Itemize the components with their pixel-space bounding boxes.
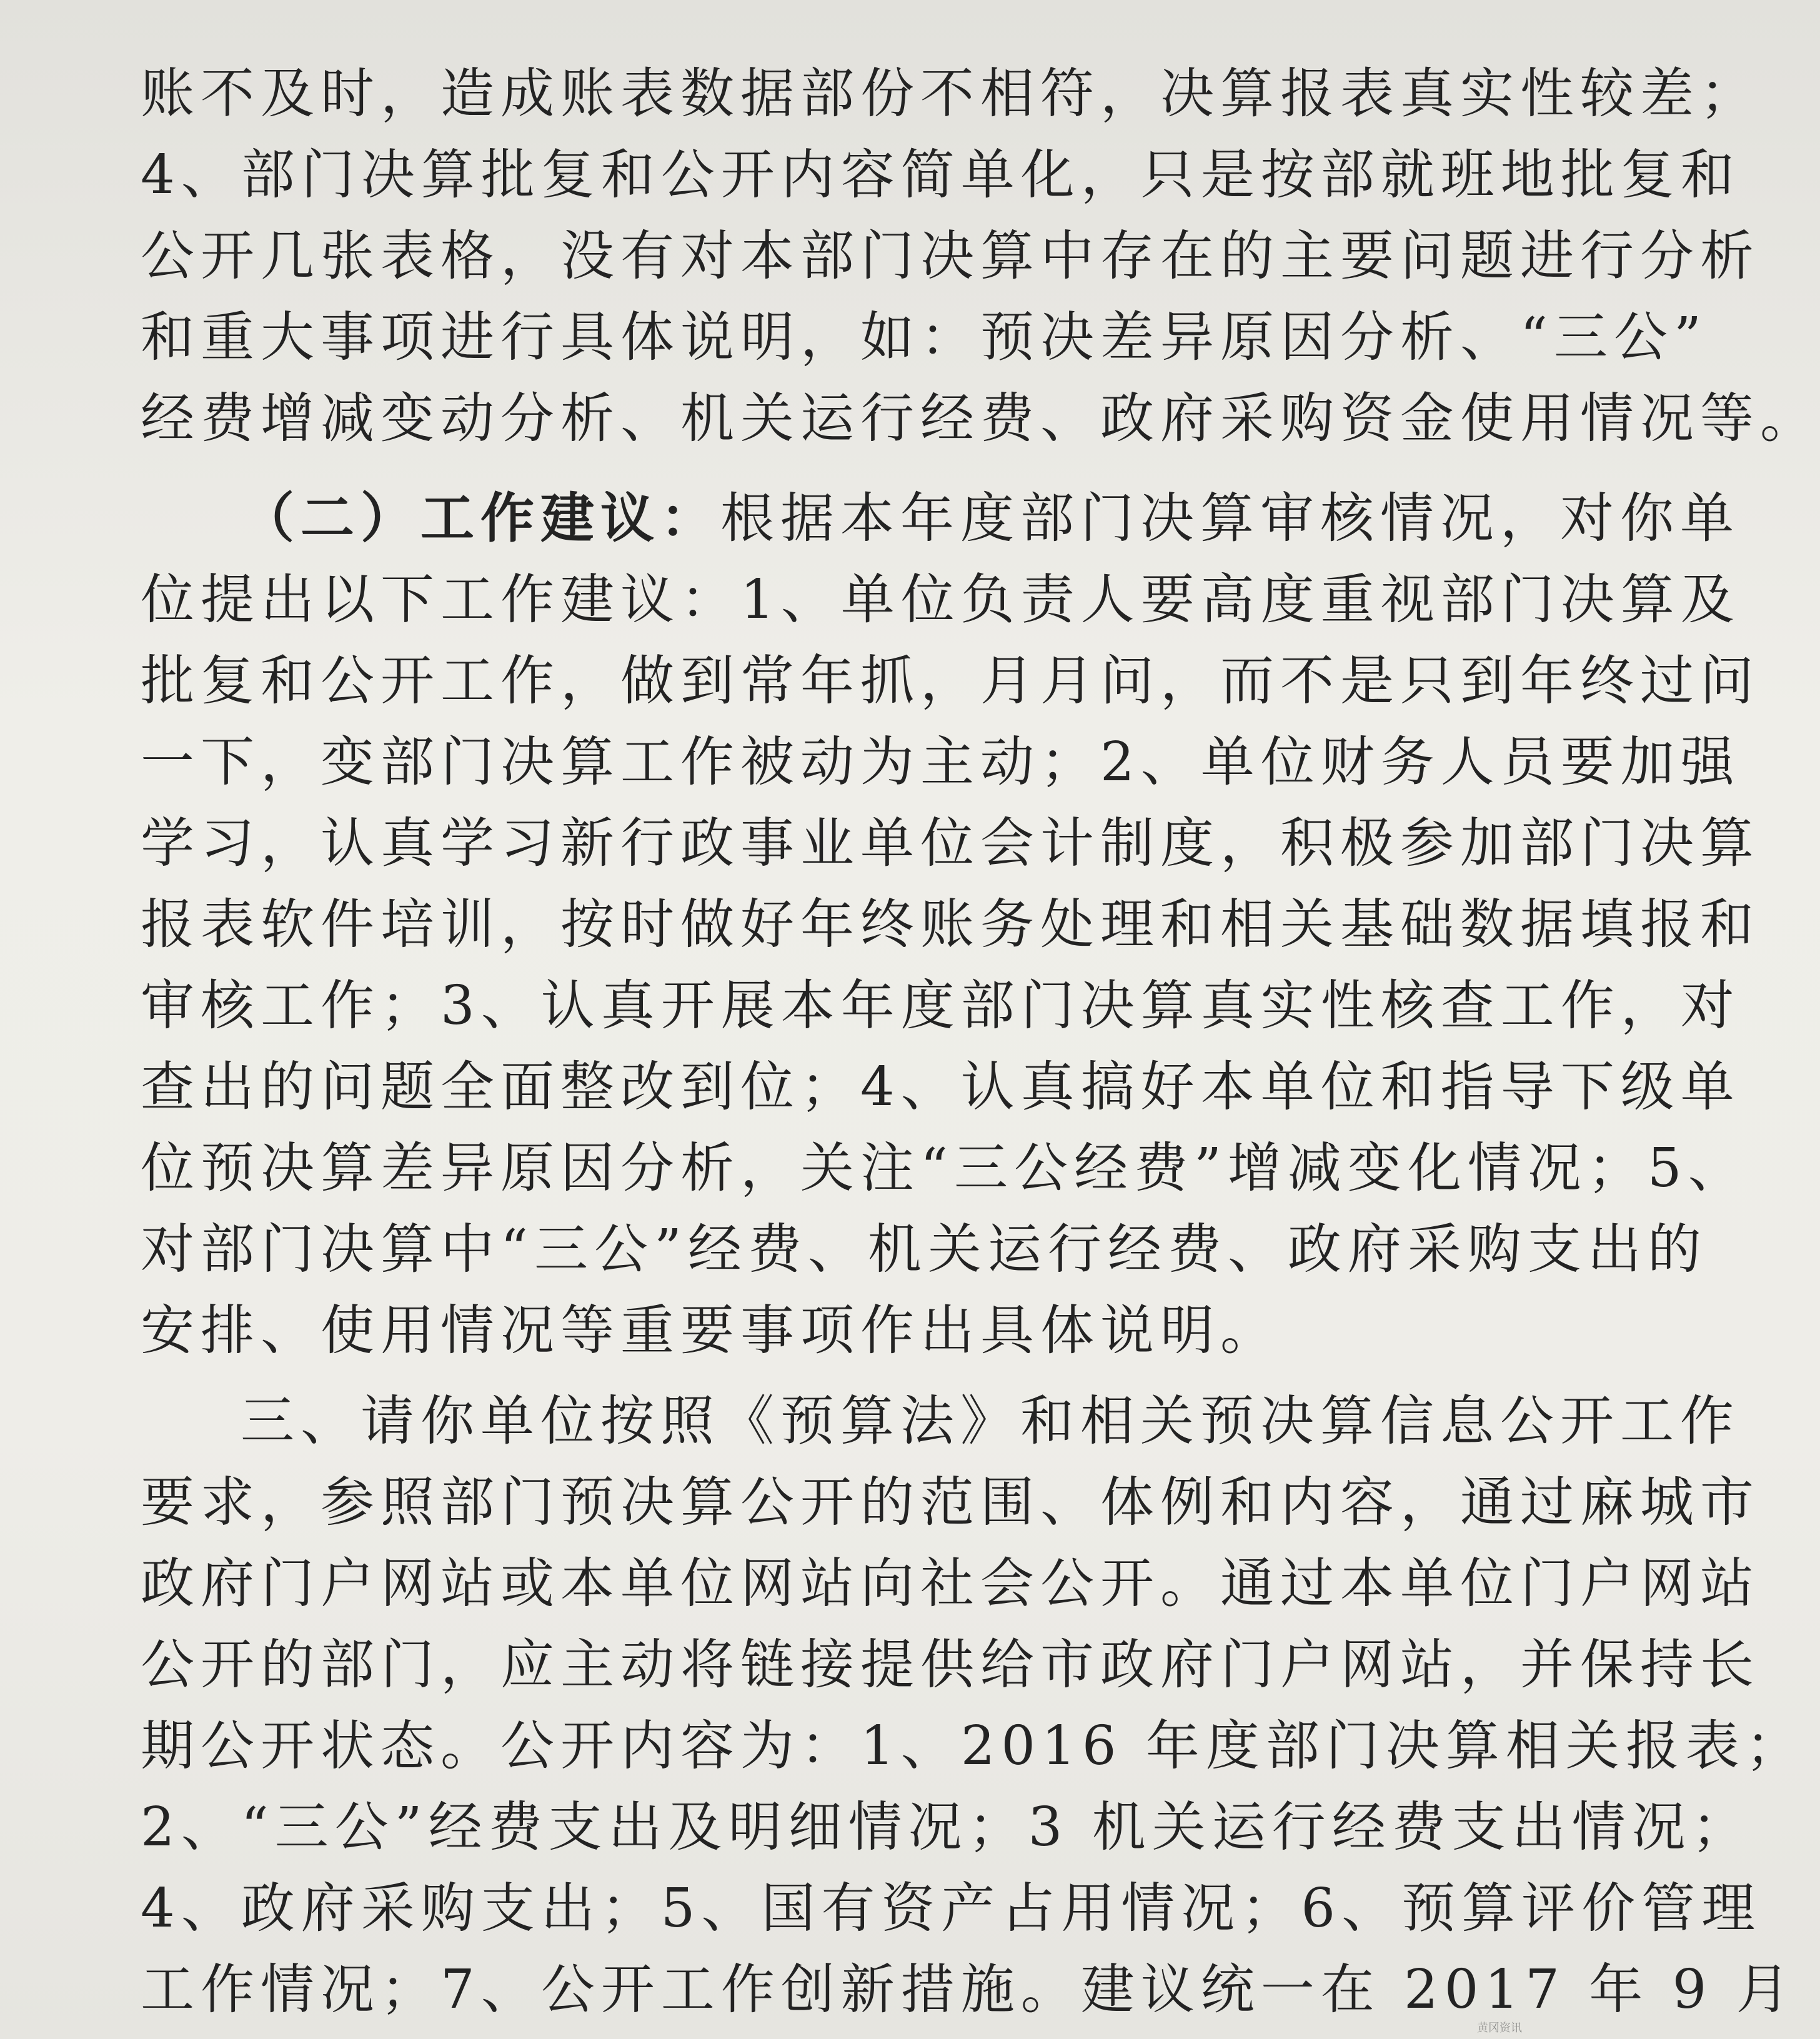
text-line: 一下，变部门决算工作被动为主动；2、单位财务人员要加强 xyxy=(141,731,1741,793)
text-line: 位提出以下工作建议：1、单位负责人要高度重视部门决算及 xyxy=(141,568,1741,631)
watermark: 黄冈资讯 xyxy=(1477,2022,1522,2035)
section-two-first-line xyxy=(241,475,1740,562)
text-line: 对部门决算中“三公”经费、机关运行经费、政府采购支出的 xyxy=(141,1218,1708,1281)
text-line: 审核工作；3、认真开展本年度部门决算真实性核查工作，对 xyxy=(141,975,1741,1037)
text-line: 位预决算差异原因分析，关注“三公经费”增减变化情况；5、 xyxy=(141,1137,1748,1199)
text-line: 政府门户网站或本单位网站向社会公开。通过本单位门户网站 xyxy=(141,1552,1760,1615)
text-line: 期公开状态。公开内容为：1、2016 年度部门决算相关报表； xyxy=(141,1715,1806,1777)
text-line: 经费增减变动分析、机关运行经费、政府采购资金使用情况等。 xyxy=(141,387,1820,450)
section-two-first-line-text: 根据本年度部门决算审核情况，对你单 xyxy=(720,487,1740,550)
text-line: 安排、使用情况等重要事项作出具体说明。 xyxy=(141,1299,1280,1362)
section-three-first-line: 三、请你单位按照《预算法》和相关预决算信息公开工作 xyxy=(241,1390,1740,1452)
text-line: 公开几张表格，没有对本部门决算中存在的主要问题进行分析 xyxy=(141,225,1760,287)
text-line: 报表软件培训，按时做好年终账务处理和相关基础数据填报和 xyxy=(141,893,1760,956)
text-line: 2、“三公”经费支出及明细情况；3 机关运行经费支出情况； xyxy=(141,1796,1752,1858)
text-line: 公开的部门，应主动将链接提供给市政府门户网站，并保持长 xyxy=(141,1634,1760,1696)
text-line: 和重大事项进行具体说明，如：预决差异原因分析、“三公” xyxy=(141,306,1708,369)
text-line: 要求，参照部门预决算公开的范围、体例和内容，通过麻城市 xyxy=(141,1471,1760,1534)
section-two-heading: （二）工作建议： xyxy=(241,487,720,550)
text-line: 批复和公开工作，做到常年抓，月月问，而不是只到年终过问 xyxy=(141,650,1760,712)
text-line: 学习，认真学习新行政事业单位会计制度，积极参加部门决算 xyxy=(141,812,1760,875)
text-line: 查出的问题全面整改到位；4、认真搞好本单位和指导下级单 xyxy=(141,1056,1741,1118)
text-line: 工作情况；7、公开工作创新措施。建议统一在 2017 年 9 月 xyxy=(141,1958,1796,2021)
text-line: 4、政府采购支出；5、国有资产占用情况；6、预算评价管理 xyxy=(141,1877,1762,1940)
text-line: 账不及时，造成账表数据部份不相符，决算报表真实性较差； xyxy=(141,62,1760,125)
text-line: 4、部门决算批复和公开内容简单化，只是按部就班地批复和 xyxy=(141,144,1741,206)
